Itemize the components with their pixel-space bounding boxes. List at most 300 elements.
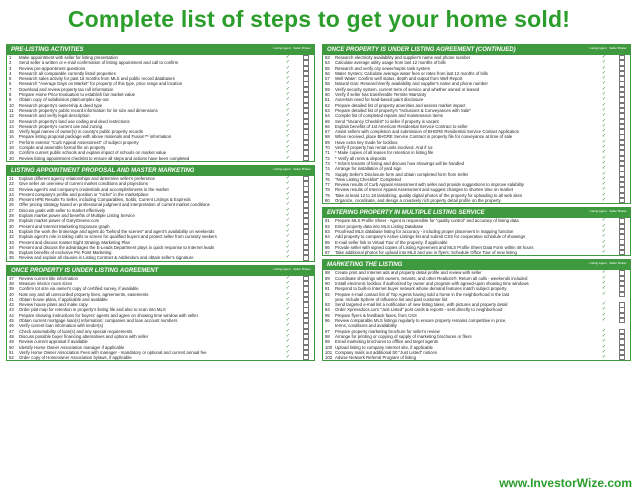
step-number: 68 bbox=[325, 134, 330, 140]
step-number: 82 bbox=[325, 223, 330, 229]
step-number: 65 bbox=[325, 118, 330, 124]
step-number: 50 bbox=[9, 344, 14, 350]
check-icon: ✓ bbox=[285, 113, 291, 119]
check-icon: ✓ bbox=[285, 339, 291, 345]
step-number: 26 bbox=[9, 202, 14, 208]
step-text: Explain benefits of exclusive Pin Point Marketing bbox=[19, 250, 112, 256]
step-text: Explain agent's role in taking calls to screen for qualified buyers and protect seller from curiosity seekers bbox=[19, 234, 217, 240]
checklist-section bbox=[6, 44, 315, 162]
step-text: Measure interior room sizes bbox=[19, 280, 73, 286]
step-text: Review current title information bbox=[19, 275, 78, 281]
step-text: Explain market power and benefits of Multiple Listing Service bbox=[19, 213, 135, 219]
step-number: 54 bbox=[325, 60, 330, 66]
step-number: 43 bbox=[9, 307, 14, 313]
step-number: 51 bbox=[9, 349, 14, 355]
step-text: Review results of Curb Appeal Assessment with seller and provide suggestions to improve salability bbox=[335, 182, 524, 188]
step-number: 62 bbox=[325, 102, 330, 108]
step-number: 12 bbox=[9, 113, 14, 119]
check-icon: ✓ bbox=[285, 312, 291, 318]
check-icon: ✓ bbox=[285, 55, 291, 60]
step-text: Explain different agency relationships and determine seller's preference bbox=[19, 175, 155, 181]
seller-checkbox[interactable] bbox=[298, 355, 314, 360]
check-icon: ✓ bbox=[601, 270, 607, 276]
check-icon: ✓ bbox=[285, 250, 291, 256]
checkbox-icon[interactable] bbox=[303, 156, 309, 161]
checkbox-icon[interactable] bbox=[619, 198, 625, 203]
check-icon: ✓ bbox=[285, 344, 291, 350]
step-number: 85 bbox=[325, 239, 330, 245]
step-number: 89 bbox=[325, 275, 330, 281]
step-number: 102 bbox=[325, 355, 333, 361]
step-text: Prepare property marketing brochure for seller's review bbox=[335, 328, 440, 334]
check-icon: ✓ bbox=[601, 139, 607, 145]
step-number: 20 bbox=[9, 155, 14, 161]
check-icon: ✓ bbox=[285, 107, 291, 113]
check-icon: ✓ bbox=[285, 244, 291, 250]
site-url: www.InvestorWize.com bbox=[499, 476, 632, 490]
step-text: Review results of Interior Appeal Assessment and suggest changes to shorten time on market bbox=[335, 187, 513, 193]
check-icon: ✓ bbox=[285, 239, 291, 245]
step-text: Offer pricing strategy based on professional judgment and interpretation of current market conditions bbox=[19, 202, 210, 208]
seller-checkbox[interactable] bbox=[614, 250, 630, 255]
seller-checkbox[interactable] bbox=[614, 198, 630, 203]
check-icon: ✓ bbox=[601, 333, 607, 339]
step-text: Provide seller with signed copies of Listing Agreement and MLS Profile Sheet Data Form within 48 hours bbox=[335, 244, 534, 250]
step-text: Well Water: Confirm well status, depth and output from Well Report bbox=[335, 76, 463, 82]
seller-checkbox[interactable] bbox=[614, 355, 630, 360]
check-icon: ✓ bbox=[285, 97, 291, 103]
step-text: Water System: Calculate average water fees or rates from last 12 months of bills bbox=[335, 70, 488, 76]
step-number: 40 bbox=[9, 291, 14, 297]
step-number: 94 bbox=[325, 307, 330, 313]
seller-column-header: Seller Broker bbox=[609, 46, 627, 50]
step-number: 6 bbox=[9, 81, 12, 87]
seller-column-header: Seller Broker bbox=[293, 166, 311, 171]
step-text: Order copy of Homeowner Association bylaws, if applicable bbox=[19, 355, 132, 361]
check-icon: ✓ bbox=[601, 86, 607, 92]
step-number: 13 bbox=[9, 118, 14, 124]
step-number: 53 bbox=[325, 55, 330, 60]
checkbox-icon[interactable] bbox=[619, 318, 625, 323]
agent-column-header: Listing Agent bbox=[273, 46, 291, 50]
check-icon: ✓ bbox=[601, 65, 607, 71]
step-number: 100 bbox=[325, 344, 333, 350]
step-number: 77 bbox=[325, 182, 330, 188]
step-text: Compile and assemble formal file on property bbox=[19, 145, 106, 151]
step-number: 83 bbox=[325, 228, 330, 234]
step-number: 66 bbox=[325, 123, 330, 129]
check-icon: ✓ bbox=[601, 302, 607, 308]
step-text: Research and verify city sewer/septic tank system bbox=[335, 65, 431, 71]
step-text: Natural Gas: Research/verify availability and supplier's name and phone number bbox=[335, 81, 488, 87]
step-text: Verify security system, current term of service and whether owned or leased bbox=[335, 86, 480, 92]
step-text: Download and review property tax roll information bbox=[19, 86, 114, 92]
check-icon: ✓ bbox=[285, 307, 291, 313]
check-icon: ✓ bbox=[285, 280, 291, 286]
section-header bbox=[7, 45, 314, 55]
check-icon: ✓ bbox=[601, 198, 607, 204]
step-text: Assist sellers with completion and submission of BHGRE Residential Service Contact Application bbox=[335, 129, 520, 135]
check-icon: ✓ bbox=[601, 155, 607, 161]
step-text: Review listing appointment checklist to ensure all steps and actions have been completed bbox=[19, 155, 190, 161]
step-text: Send seller a written or e-mail confirmation of listing appointment and call to confirm bbox=[19, 60, 179, 66]
step-text: Present and discuss the advantages the E-Leads Department plays in quick response to Internet leads bbox=[19, 244, 215, 250]
step-text: year. Include Sphere of Influence list and past customer list bbox=[335, 296, 448, 302]
step-text: Verify current loan information with lender(s) bbox=[19, 323, 104, 329]
step-text: Review and explain all clauses in Listing Contract & Addendum and obtain seller's signature bbox=[19, 255, 194, 261]
step-number: 28 bbox=[9, 213, 14, 219]
check-icon: ✓ bbox=[601, 234, 607, 240]
seller-column-header: Seller Broker bbox=[609, 209, 627, 214]
step-text: Research property's land use coding and deed restrictions bbox=[19, 118, 130, 124]
step-text: Note any and all unrecorded property lines, agreements, easements bbox=[19, 291, 149, 297]
check-icon: ✓ bbox=[285, 333, 291, 339]
step-text: E-mail seller link to Virtual Tour of the property, if applicable bbox=[335, 239, 448, 245]
check-icon: ✓ bbox=[285, 102, 291, 108]
step-text: Prepare detailed list of property's "Inclusions & Conveyances with Sale" bbox=[335, 107, 471, 113]
step-text: Present and discuss master Eight Strategy Marketing Plan bbox=[19, 239, 131, 245]
check-icon: ✓ bbox=[601, 218, 607, 224]
step-number: 32 bbox=[9, 234, 14, 240]
section-title: PRE-LISTING ACTIVITIES bbox=[11, 47, 84, 53]
step-text: Arrange for printing or copying of supply of marketing brochures or fliers bbox=[335, 333, 472, 339]
step-number: 81 bbox=[325, 218, 330, 224]
step-number: 88 bbox=[325, 270, 330, 276]
step-text: Supply Seller's Disclosure form and obtain completed form from Seller bbox=[335, 171, 469, 177]
step-number: 38 bbox=[9, 280, 14, 286]
step-text: Present company's profile and position or "niche" in the marketplace bbox=[19, 191, 149, 197]
step-text: When received, place BHGRE Service Contract in property file for conveyance at time of sale bbox=[335, 134, 513, 140]
check-icon: ✓ bbox=[285, 191, 291, 197]
step-number: 59 bbox=[325, 86, 330, 92]
check-icon: ✓ bbox=[601, 134, 607, 140]
checklist-row bbox=[7, 255, 314, 260]
step-text: Order Xpressdocs.com "Just Listed" post cards & reports - sent directly to neighborhood bbox=[335, 307, 503, 313]
column-headers bbox=[588, 260, 628, 270]
step-text: Prepare e-mail contact list of Top Agents having sold a home in the neighborhood in the last bbox=[335, 291, 510, 297]
step-number: 60 bbox=[325, 92, 330, 98]
step-text: Research all comparable currently listed properties bbox=[19, 70, 116, 76]
check-icon: ✓ bbox=[285, 255, 291, 261]
step-number: 70 bbox=[325, 145, 330, 151]
check-icon: ✓ bbox=[285, 118, 291, 124]
step-text: Order plat map for retention in property's listing file and also to scan into MLS bbox=[19, 307, 166, 313]
check-icon: ✓ bbox=[601, 223, 607, 229]
step-text: Arrange for installation of yard sign bbox=[335, 166, 402, 172]
step-text: Research property's public record information for lot size and dimensions bbox=[19, 107, 158, 113]
step-text: Explain market power of GaryGreene.com bbox=[19, 218, 100, 224]
check-icon: ✓ bbox=[601, 60, 607, 66]
step-text: Confirm lot size via owner's copy of certified survey, if available bbox=[19, 286, 139, 292]
step-text: Prepare detailed list of property amenities and assess market impact bbox=[335, 102, 466, 108]
check-icon: ✓ bbox=[601, 244, 607, 250]
checkbox-icon[interactable] bbox=[303, 355, 309, 360]
section-header bbox=[323, 208, 630, 218]
checklist-row bbox=[323, 250, 630, 255]
step-number: 24 bbox=[9, 191, 14, 197]
section-title: MARKETING THE LISTING bbox=[327, 262, 403, 269]
step-text: Research property's current use and zoning bbox=[19, 123, 103, 129]
check-icon: ✓ bbox=[601, 286, 607, 292]
step-number: 36 bbox=[9, 255, 14, 261]
step-text: Enter property data into MLS Listing Database bbox=[335, 223, 424, 229]
step-number: 80 bbox=[325, 198, 330, 204]
step-number: 86 bbox=[325, 244, 330, 250]
checklist-section bbox=[322, 207, 631, 256]
step-number: 84 bbox=[325, 234, 330, 240]
section-header bbox=[7, 166, 314, 176]
checklist-section bbox=[6, 165, 315, 262]
step-text: * Verify all rents & deposits bbox=[335, 155, 387, 161]
check-icon: ✓ bbox=[601, 228, 607, 234]
step-text: Prepare MLS Profile Sheet - Agent is responsible for "quality control" and accuracy of listing data bbox=[335, 218, 519, 224]
step-number: 2 bbox=[9, 60, 12, 66]
check-icon: ✓ bbox=[285, 328, 291, 334]
check-icon: ✓ bbox=[601, 97, 607, 103]
check-icon: ✓ bbox=[285, 286, 291, 292]
seller-checkbox[interactable] bbox=[614, 318, 630, 323]
check-icon: ✓ bbox=[285, 197, 291, 203]
checklist-row bbox=[323, 198, 630, 203]
check-icon: ✓ bbox=[285, 181, 291, 187]
seller-checkbox[interactable] bbox=[298, 255, 314, 260]
check-icon: ✓ bbox=[285, 129, 291, 135]
check-icon: ✓ bbox=[285, 86, 291, 92]
checklist-row bbox=[323, 355, 630, 360]
section-header bbox=[7, 266, 314, 276]
seller-column-header: Seller Broker bbox=[609, 261, 627, 266]
column-headers bbox=[588, 45, 628, 55]
step-text: Company mails out additional 50 "Just Listed" notices bbox=[335, 349, 437, 355]
step-number: 17 bbox=[9, 139, 14, 145]
check-icon: ✓ bbox=[285, 355, 291, 361]
check-icon: ✓ bbox=[285, 123, 291, 129]
seller-column-header: Seller Broker bbox=[293, 46, 311, 50]
check-icon: ✓ bbox=[285, 175, 291, 181]
step-number: 52 bbox=[9, 355, 14, 361]
step-number: 8 bbox=[9, 92, 12, 98]
step-text: Upload listing to company Internet site, if applicable bbox=[335, 344, 433, 350]
step-number: 41 bbox=[9, 296, 14, 302]
agent-column-header: Listing Agent bbox=[589, 46, 607, 50]
step-number: 71 bbox=[325, 150, 330, 156]
step-number: 56 bbox=[325, 70, 330, 76]
step-text: Prepare flyers & feedback faxes, from CSS bbox=[335, 312, 417, 318]
check-icon: ✓ bbox=[285, 92, 291, 98]
step-text: Proofread MLS database listing for accuracy - including proper placement in mapping function bbox=[335, 228, 514, 234]
step-number: 39 bbox=[9, 286, 14, 292]
step-number: 42 bbox=[9, 302, 14, 308]
check-icon: ✓ bbox=[601, 187, 607, 193]
step-text: Prepare showing instructions for buyers' agents and agree on showing time window with seller bbox=[19, 312, 198, 318]
check-icon: ✓ bbox=[285, 323, 291, 329]
check-icon: ✓ bbox=[285, 145, 291, 151]
step-number: 64 bbox=[325, 113, 330, 119]
step-number: 90 bbox=[325, 280, 330, 286]
check-icon: ✓ bbox=[601, 55, 607, 60]
step-number: 91 bbox=[325, 286, 330, 292]
step-number: 47 bbox=[9, 328, 14, 334]
check-icon: ✓ bbox=[285, 213, 291, 219]
check-icon: ✓ bbox=[285, 302, 291, 308]
step-text: Obtain copy of subdivision plat/complex lay-out bbox=[19, 97, 109, 103]
check-icon: ✓ bbox=[601, 291, 607, 297]
step-text: Research "Average Days on Market" for property of this type, price range and location bbox=[19, 81, 183, 87]
step-number: 63 bbox=[325, 107, 330, 113]
page-title: Complete list of steps to get your home sold! bbox=[67, 6, 571, 32]
checklist-row bbox=[7, 355, 314, 360]
step-number: 9 bbox=[9, 97, 12, 103]
agent-column-header: Listing Agent bbox=[589, 209, 607, 214]
check-icon: ✓ bbox=[601, 92, 607, 98]
check-icon: ✓ bbox=[601, 339, 607, 345]
check-icon: ✓ bbox=[285, 65, 291, 71]
checkbox-icon[interactable] bbox=[303, 255, 309, 260]
step-text: Calculate average utility usage from last 12 months of bills bbox=[335, 60, 446, 66]
step-number: 21 bbox=[9, 175, 14, 181]
step-text: Send targeted e-mail list a notification of new listing taken, with pictures and property detail bbox=[335, 302, 508, 308]
left-column bbox=[6, 44, 315, 364]
check-icon: ✓ bbox=[601, 145, 607, 151]
check-icon: ✓ bbox=[601, 113, 607, 119]
column-headers bbox=[272, 45, 312, 55]
step-text: Verify legal names of owner(s) in county's public property records bbox=[19, 129, 144, 135]
seller-checkbox[interactable] bbox=[298, 156, 314, 161]
check-icon: ✓ bbox=[601, 176, 607, 182]
step-text: Research and verify legal description bbox=[19, 113, 90, 119]
check-icon: ✓ bbox=[285, 81, 291, 87]
step-number: 35 bbox=[9, 250, 14, 256]
check-icon: ✓ bbox=[601, 118, 607, 124]
step-text: Email marketing brochures to offfice and target agents bbox=[335, 339, 439, 345]
check-icon: ✓ bbox=[285, 76, 291, 82]
check-icon: ✓ bbox=[285, 202, 291, 208]
column-headers bbox=[588, 208, 628, 218]
section-title: ONCE PROPERTY IS UNDER LISTING AGREEMENT bbox=[11, 267, 159, 274]
step-text: Obtain current mortgage loan(s) information: companies and loan account numbers bbox=[19, 318, 178, 324]
check-icon: ✓ bbox=[601, 349, 607, 355]
check-icon: ✓ bbox=[285, 218, 291, 224]
step-number: 27 bbox=[9, 207, 14, 213]
step-text: Discuss possible buyer financing alternatives and options with seller bbox=[19, 333, 149, 339]
check-icon: ✓ bbox=[285, 296, 291, 302]
check-icon: ✓ bbox=[285, 223, 291, 229]
check-icon: ✓ bbox=[601, 102, 607, 108]
step-text: Compile list of completed repairs and maintenance items bbox=[335, 113, 443, 119]
step-number: 33 bbox=[9, 239, 14, 245]
step-text: Review pre-appointment questions bbox=[19, 65, 86, 71]
step-text: Send "Vacancy Checklist" to seller if property is vacant bbox=[335, 118, 439, 124]
check-icon: ✓ bbox=[285, 228, 291, 234]
check-icon: ✓ bbox=[285, 207, 291, 213]
step-text: Take additional photos for upload into MLS and use in flyers; Schedule Office Tour of new listing bbox=[335, 250, 517, 256]
step-text: * Make copies of all leases for retention in listing file bbox=[335, 150, 434, 156]
step-number: 73 bbox=[325, 160, 330, 166]
step-number: 30 bbox=[9, 223, 14, 229]
step-number: 1 bbox=[9, 55, 12, 60]
step-number: 11 bbox=[9, 107, 14, 113]
step-number: 31 bbox=[9, 228, 14, 234]
step-text: Add property to company's Active Listings list and submit CSS for cooperative schedule of showings bbox=[335, 234, 525, 240]
step-number: 37 bbox=[9, 275, 14, 281]
step-text: Discuss goals with seller to market effectively bbox=[19, 207, 106, 213]
check-icon: ✓ bbox=[285, 318, 291, 324]
step-number: 25 bbox=[9, 197, 14, 203]
step-text: Prepare Home Price Evaluation to establish fair market value bbox=[19, 92, 136, 98]
checkbox-icon[interactable] bbox=[619, 292, 625, 297]
agent-column-header: Listing Agent bbox=[589, 261, 607, 266]
check-icon: ✓ bbox=[601, 192, 607, 198]
step-text: Create print and Internet ads and property detail profile and review with seller bbox=[335, 270, 482, 276]
checklist-section bbox=[322, 259, 631, 361]
check-icon: ✓ bbox=[601, 123, 607, 129]
checklist-row bbox=[7, 156, 314, 161]
step-text: Verify if property has rental units involved. And if so: bbox=[335, 145, 434, 151]
step-text: Research electricity availability and supplier's name and phone number bbox=[335, 55, 471, 60]
step-number: 23 bbox=[9, 186, 14, 192]
check-icon: ✓ bbox=[601, 275, 607, 281]
checkbox-icon[interactable] bbox=[619, 250, 625, 255]
check-icon: ✓ bbox=[285, 234, 291, 240]
step-text: "New Listing Checklist" Completed bbox=[335, 176, 401, 182]
check-icon: ✓ bbox=[601, 280, 607, 286]
step-number: 15 bbox=[9, 129, 14, 135]
step-number: 29 bbox=[9, 218, 14, 224]
check-icon: ✓ bbox=[601, 76, 607, 82]
check-icon: ✓ bbox=[601, 250, 607, 256]
column-headers bbox=[272, 266, 312, 276]
step-number: 97 bbox=[325, 328, 330, 334]
step-number: 101 bbox=[325, 349, 333, 355]
check-icon: ✓ bbox=[601, 239, 607, 245]
step-number: 58 bbox=[325, 81, 330, 87]
step-number: 55 bbox=[325, 65, 330, 71]
checkbox-icon[interactable] bbox=[619, 355, 625, 360]
step-text: Organize, coordinate, and design a creatively rich property detail profile on the property bbox=[335, 198, 501, 204]
check-icon: ✓ bbox=[601, 70, 607, 76]
checklist-section bbox=[6, 265, 315, 362]
step-text: Research property's ownership & deed type bbox=[19, 102, 103, 108]
step-number: 3 bbox=[9, 65, 12, 71]
step-number: 16 bbox=[9, 134, 14, 140]
seller-checkbox[interactable] bbox=[614, 292, 630, 297]
step-number: 57 bbox=[325, 76, 330, 82]
step-text: Check assumability of loan(s) and any special requirements bbox=[19, 328, 133, 334]
step-text: Coordinate showings with owners, tenants, and other Realtors®. Return all calls - weekends included bbox=[335, 275, 528, 281]
step-number: 72 bbox=[325, 155, 330, 161]
step-number: 19 bbox=[9, 150, 14, 156]
step-number: 45 bbox=[9, 318, 14, 324]
step-text: Research sales activity for past 18 months from MLS and public record databases bbox=[19, 76, 175, 82]
step-text: Take at least 12 to 18 tantalizing, quality digital photos of the property for uploading to all web sites bbox=[335, 192, 523, 198]
step-text: Ascertain need for lead-based paint disclosure bbox=[335, 97, 424, 103]
step-text: Present and Internet Marketing Exposure graph bbox=[19, 223, 110, 229]
check-icon: ✓ bbox=[601, 328, 607, 334]
check-icon: ✓ bbox=[601, 307, 607, 313]
step-text: Obtain house plans, if applicable and available bbox=[19, 296, 108, 302]
step-number: 14 bbox=[9, 123, 14, 129]
column-headers bbox=[272, 166, 312, 176]
step-text: Verify Home Owner Association Fees with manager - mandatory or optional and current annual fee bbox=[19, 349, 207, 355]
step-text: Make appointment with seller for listing presentation bbox=[19, 55, 118, 60]
step-text: Review current appraisal if available bbox=[19, 339, 88, 345]
step-number: 75 bbox=[325, 171, 330, 177]
check-icon: ✓ bbox=[601, 182, 607, 188]
section-header bbox=[323, 45, 630, 55]
section-header bbox=[323, 260, 630, 270]
check-icon: ✓ bbox=[601, 107, 607, 113]
agent-column-header: Listing Agent bbox=[273, 266, 291, 271]
